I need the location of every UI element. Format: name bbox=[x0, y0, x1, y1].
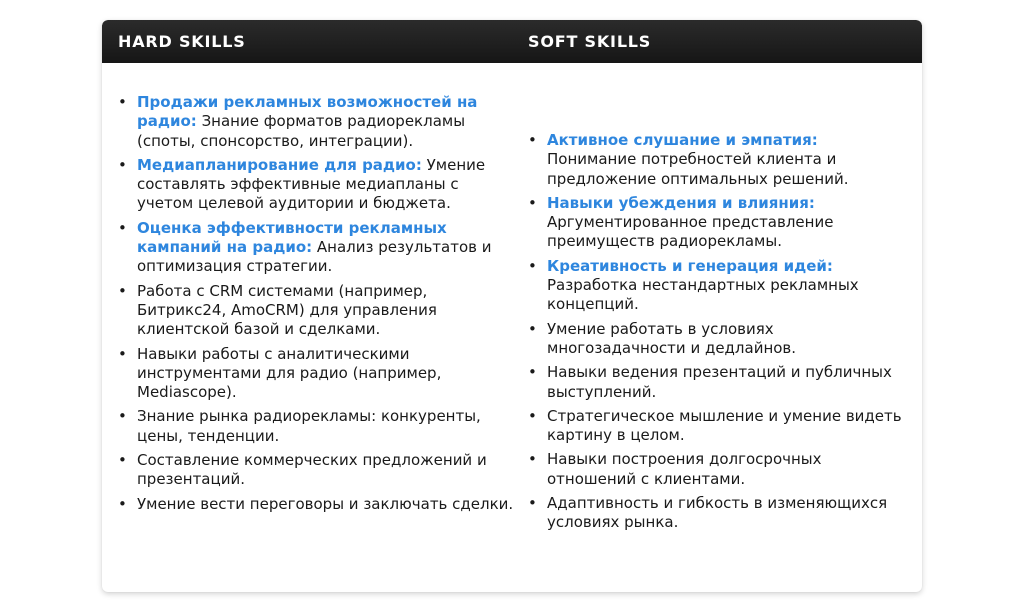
bullet-icon: • bbox=[528, 406, 537, 425]
bullet-icon: • bbox=[118, 93, 127, 111]
hard-skill-item bbox=[118, 156, 518, 214]
soft-skill-item-text: Адаптивность и гибкость в изменяющихся условиях рынка. bbox=[547, 494, 888, 532]
hard-skill-item-text: Составление коммерческих предложений и презентаций. bbox=[137, 451, 487, 489]
soft-skill-item bbox=[528, 257, 908, 315]
hard-skill-item-text: Умение вести переговоры и заключать сделки. bbox=[137, 494, 514, 513]
hard-skill-item bbox=[118, 345, 518, 403]
bullet-icon: • bbox=[528, 193, 537, 212]
bullet-icon: • bbox=[528, 494, 537, 513]
soft-skill-item-text: Разработка нестандартных рекламных концепций. bbox=[547, 276, 859, 314]
hard-skill-item bbox=[118, 451, 518, 490]
hard-skill-item bbox=[118, 93, 518, 151]
hard-skill-item-text: Работа с CRM системами (например, Битрикс24, AmoCRM) для управления клиентской базой и сделками. bbox=[137, 281, 437, 339]
bullet-icon: • bbox=[528, 256, 537, 275]
bullet-icon: • bbox=[118, 218, 127, 237]
soft-skill-item-text: Умение работать в условиях многозадачности и дедлайнов. bbox=[547, 319, 797, 357]
soft-skill-item-text: Понимание потребностей клиента и предложение оптимальных решений. bbox=[547, 150, 849, 188]
bullet-icon: • bbox=[528, 450, 537, 469]
bullet-icon: • bbox=[118, 451, 127, 470]
soft-skill-item bbox=[528, 320, 908, 359]
bullet-icon: • bbox=[118, 494, 127, 513]
soft-skill-item-text: Навыки ведения презентаций и публичных выступлений. bbox=[547, 363, 892, 401]
bullet-icon: • bbox=[528, 131, 537, 149]
soft-skill-item-lead: Навыки убеждения и влияния: bbox=[547, 193, 815, 212]
bullet-icon: • bbox=[118, 407, 127, 426]
skills-header bbox=[102, 20, 922, 63]
bullet-icon: • bbox=[528, 319, 537, 338]
hard-skill-item bbox=[118, 282, 518, 340]
bullet-icon: • bbox=[118, 155, 127, 174]
hard-skills-heading: HARD SKILLS bbox=[118, 32, 246, 51]
soft-skill-item bbox=[528, 194, 908, 252]
soft-skill-item bbox=[528, 131, 908, 189]
hard-skill-item bbox=[118, 407, 518, 446]
soft-skill-item bbox=[528, 450, 908, 489]
bullet-icon: • bbox=[118, 344, 127, 363]
soft-skill-item-lead: Креативность и генерация идей: bbox=[547, 256, 833, 275]
hard-skill-item-text: Знание рынка радиорекламы: конкуренты, цены, тенденции. bbox=[137, 407, 481, 445]
soft-skills-heading: SOFT SKILLS bbox=[528, 32, 652, 51]
soft-skills-list bbox=[528, 131, 908, 538]
soft-skill-item bbox=[528, 363, 908, 402]
hard-skill-item-text: Навыки работы с аналитическими инструментами для радио (например, Mediascope). bbox=[137, 344, 442, 402]
hard-skill-item bbox=[118, 219, 518, 277]
soft-skill-item bbox=[528, 494, 908, 533]
soft-skill-item-lead: Активное слушание и эмпатия: bbox=[547, 131, 818, 149]
hard-skills-list bbox=[118, 93, 518, 519]
hard-skill-item-text: Умение составлять эффективные медиапланы с учетом целевой аудитории и бюджета. bbox=[137, 155, 486, 213]
hard-skill-item-lead: Оценка эффективности рекламных кампаний на радио: bbox=[137, 218, 447, 257]
hard-skill-item-lead: Медиапланирование для радио: bbox=[137, 155, 422, 174]
soft-skill-item bbox=[528, 407, 908, 446]
hard-skill-item-lead: Продажи рекламных возможностей на радио: bbox=[137, 93, 478, 131]
soft-skill-item-text: Стратегическое мышление и умение видеть картину в целом. bbox=[547, 406, 902, 445]
hard-skill-item bbox=[118, 495, 518, 514]
hard-skill-item-text: Знание форматов радиорекламы (споты, спонсорство, интеграции). bbox=[137, 112, 466, 150]
skills-card bbox=[102, 20, 922, 592]
soft-skill-item-text: Аргументированное представление преимуществ радиорекламы. bbox=[547, 213, 834, 251]
bullet-icon: • bbox=[528, 363, 537, 382]
bullet-icon: • bbox=[118, 281, 127, 300]
soft-skill-item-text: Навыки построения долгосрочных отношений с клиентами. bbox=[547, 450, 822, 488]
hard-skill-item-text: Анализ результатов и оптимизация стратегии. bbox=[137, 238, 492, 276]
